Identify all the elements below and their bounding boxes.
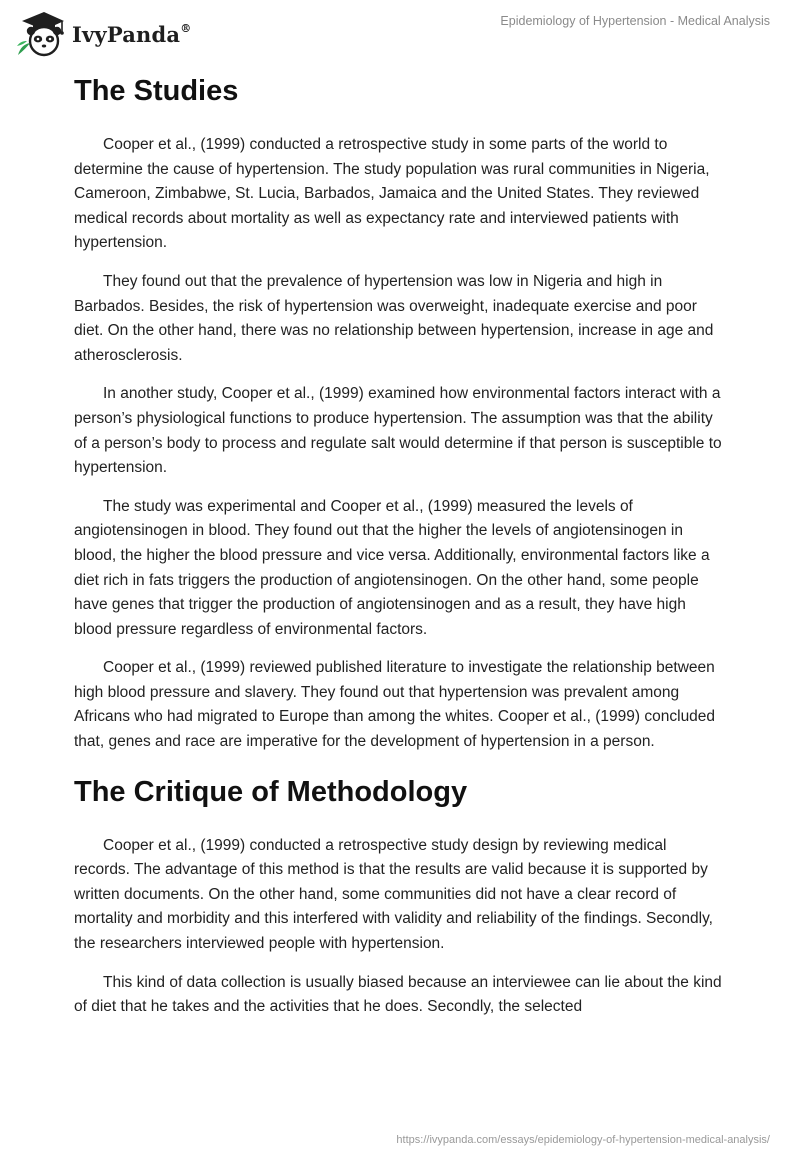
paragraph: This kind of data collection is usually biased because an interviewee can lie about the kind of diet that he takes and the activities that he does. Secondly, the selected	[74, 973, 722, 1016]
brand-name: IvyPanda®	[72, 21, 192, 47]
section-heading-critique: The Critique of Methodology	[74, 775, 468, 808]
paragraph: Cooper et al., (1999) conducted a retrospective study design by reviewing medical records. The advantage of this method is that the results are valid because it is supported by written documents. On the other hand, some communities did not have a clear record of mortality and morbidity and this interfered with validity and reliability of the findings. Secondly, the researchers interviewed people with hypertension.	[74, 836, 713, 953]
page-header	[0, 0, 800, 62]
panda-graduation-cap-icon	[14, 8, 66, 58]
paragraph: The study was experimental and Cooper et al., (1999) measured the levels of angiotensinogen in blood. They found out that the higher the levels of angiotensinogen in blood, the higher the blood pressure and vice versa. Additionally, environmental factors like a diet rich in fats triggers the production of angiotensinogen. On the other hand, some people have genes that trigger the production of angiotensinogen and as a result, they have high blood pressure regardless of environmental factors.	[74, 497, 710, 638]
ivypanda-logo[interactable]	[14, 8, 191, 58]
paragraph: Cooper et al., (1999) conducted a retrospective study in some parts of the world to determine the cause of hypertension. The study population was rural communities in Nigeria, Cameroon, Zimbabwe, St. Lucia, Barbados, Jamaica and the United States. They reviewed medical records about mortality as well as expectancy rate and interviewed patients with hypertension.	[74, 136, 710, 252]
registered-mark: ®	[180, 21, 192, 35]
document-title: Epidemiology of Hypertension - Medical Analysis	[500, 14, 770, 28]
paragraph: Cooper et al., (1999) reviewed published literature to investigate the relationship between high blood pressure and slavery. They found out that hypertension was prevalent among Africans who had migrated to Europe than among the whites. Cooper et al., (1999) concluded that, genes and race are imperative for the development of hypertension in a person.	[74, 659, 716, 751]
source-url[interactable]: https://ivypanda.com/essays/epidemiology-of-hypertension-medical-analysis/	[396, 1134, 770, 1146]
paragraph: In another study, Cooper et al., (1999) examined how environmental factors interact with a person’s physiological functions to produce hypertension. The assumption was that the ability of a person’s body to process and regulate salt would determine if that person is susceptible to hypertension.	[74, 385, 722, 477]
paragraph: They found out that the prevalence of hypertension was low in Nigeria and high in Barbados. Besides, the risk of hypertension was overweight, inadequate exercise and poor diet. On the other hand, there was no relationship between hypertension, increase in age and atherosclerosis.	[74, 272, 714, 364]
section-heading-studies: The Studies	[74, 75, 239, 107]
article-body	[74, 70, 724, 1034]
